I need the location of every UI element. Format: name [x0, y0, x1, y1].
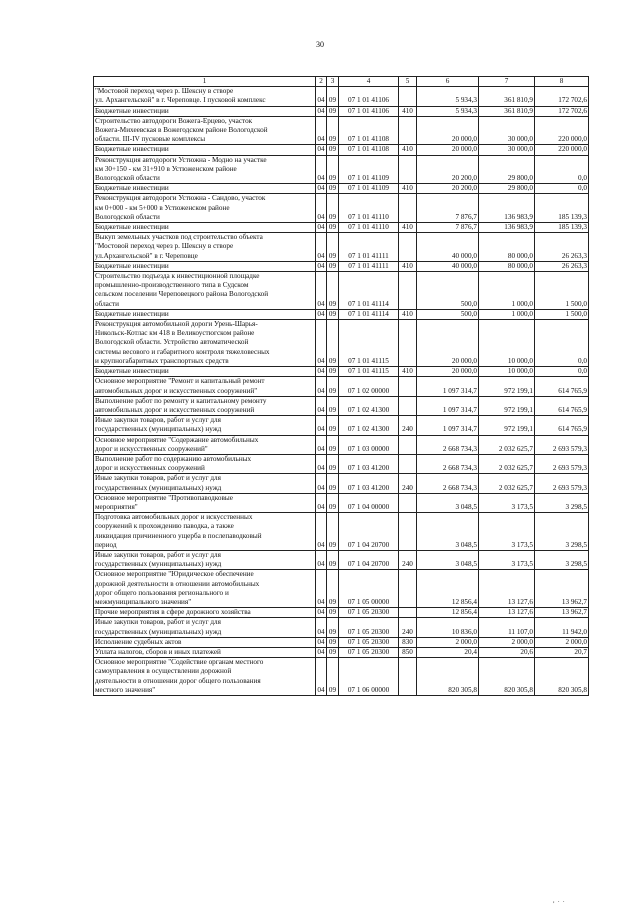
- table-row: [94, 647, 589, 657]
- row-subsection: 09: [327, 618, 339, 637]
- table-row: [94, 513, 589, 551]
- row-subsection: 09: [327, 155, 339, 184]
- row-amount-col7: 361 810,9: [479, 106, 535, 116]
- row-amount-col8: 185 139,3: [535, 223, 589, 233]
- row-expense-type: 410: [399, 106, 417, 116]
- row-section: 04: [316, 570, 327, 608]
- row-target-code: 07 1 05 20300: [339, 608, 399, 618]
- row-amount-col6: 20 200,0: [417, 155, 479, 184]
- row-amount-col6: 10 836,0: [417, 618, 479, 637]
- row-name: Иные закупки товаров, работ и услуг для государственных (муниципальных) нужд: [94, 550, 316, 569]
- row-name: Бюджетные инвестиции: [94, 223, 316, 233]
- row-subsection: 09: [327, 608, 339, 618]
- row-name: Бюджетные инвестиции: [94, 106, 316, 116]
- row-name: Строительство подъезда к инвестиционной площадке промышленно-производственного типа в Судском сельском поселении Череповецкого района Вологодской области: [94, 272, 316, 310]
- row-amount-col6: 40 000,0: [417, 233, 479, 262]
- row-amount-col7: 13 127,6: [479, 570, 535, 608]
- row-name: Основное мероприятие "Противопаводковые мероприятия": [94, 493, 316, 512]
- row-amount-col7: 2 032 625,7: [479, 474, 535, 493]
- row-amount-col6: 1 097 314,7: [417, 416, 479, 435]
- row-section: 04: [317, 647, 325, 656]
- row-subsection: 09: [327, 233, 339, 262]
- table-row: [94, 261, 589, 271]
- row-expense-type: [399, 454, 417, 473]
- row-expense-type: 410: [399, 261, 417, 271]
- row-amount-col6: 1 097 314,7: [417, 396, 479, 415]
- row-name: Исполнение судебных актов: [94, 637, 316, 647]
- row-name: Выкуп земельных участков под строительство объекта "Мостовой переход через р. Шексну в створе ул.Архангельской" в г. Череповце: [94, 233, 316, 262]
- row-amount-col8: 614 765,9: [535, 396, 589, 415]
- row-section: 04: [316, 550, 327, 569]
- page-number: 30: [316, 40, 324, 49]
- row-expense-type: [399, 396, 417, 415]
- row-target-code: 07 1 01 41109: [339, 155, 399, 184]
- row-target-code: 07 1 04 00000: [339, 493, 399, 512]
- row-amount-col6: 20 000,0: [417, 116, 479, 145]
- row-subsection: 09: [327, 454, 339, 473]
- row-amount-col7: 2 000,0: [479, 637, 535, 647]
- row-expense-type: 410: [399, 223, 417, 233]
- row-amount-col6: 20 000,0: [417, 367, 479, 377]
- row-section: 04: [316, 116, 327, 145]
- row-subsection: 09: [327, 272, 339, 310]
- row-subsection: 09: [327, 309, 339, 319]
- row-subsection: 09: [327, 87, 339, 106]
- row-amount-col6: 7 876,7: [417, 194, 479, 223]
- row-name: Бюджетные инвестиции: [94, 309, 316, 319]
- row-expense-type: [399, 377, 417, 396]
- row-subsection: 09: [327, 145, 339, 155]
- row-expense-type: [399, 658, 417, 696]
- table-row: [94, 493, 589, 512]
- row-target-code: 07 1 06 00000: [339, 658, 399, 696]
- row-section: 04: [316, 155, 327, 184]
- row-amount-col8: 2 693 579,3: [535, 435, 589, 454]
- row-target-code: 07 1 01 41109: [339, 184, 399, 194]
- row-amount-col8: 220 000,0: [535, 116, 589, 145]
- row-amount-col8: 2 693 579,3: [535, 454, 589, 473]
- row-expense-type: 830: [399, 637, 417, 647]
- table-row: [94, 474, 589, 493]
- row-expense-type: [399, 87, 417, 106]
- row-name: Основное мероприятие "Юридическое обеспечение дорожной деятельности в отношении автомобильных дорог общего пользования регионального и межмуниципального значения": [94, 570, 316, 608]
- row-amount-col8: 0,0: [535, 320, 589, 367]
- row-name: Бюджетные инвестиции: [94, 184, 316, 194]
- row-expense-type: [399, 570, 417, 608]
- row-amount-col7: 361 810,9: [479, 87, 535, 106]
- row-target-code: 07 1 02 41300: [339, 396, 399, 415]
- row-amount-col8: 0,0: [535, 155, 589, 184]
- row-expense-type: [399, 493, 417, 512]
- row-subsection: 09: [327, 396, 339, 415]
- row-amount-col7: 30 000,0: [479, 116, 535, 145]
- row-target-code: 07 1 01 41111: [339, 261, 399, 271]
- row-subsection: 09: [327, 116, 339, 145]
- row-subsection: 09: [327, 184, 339, 194]
- row-section: 04: [316, 513, 327, 551]
- row-amount-col8: 13 962,7: [535, 608, 589, 618]
- row-amount-col8: 1 500,0: [535, 272, 589, 310]
- row-expense-type: [399, 320, 417, 367]
- row-expense-type: 850: [399, 647, 417, 657]
- row-section: 04: [317, 309, 325, 318]
- header-cell: 4: [339, 77, 399, 87]
- row-section: 04: [317, 106, 325, 115]
- row-section: 04: [317, 637, 325, 646]
- row-target-code: 07 1 03 41200: [339, 474, 399, 493]
- row-expense-type: [399, 272, 417, 310]
- row-amount-col6: 12 856,4: [417, 570, 479, 608]
- row-amount-col7: 11 107,0: [479, 618, 535, 637]
- row-expense-type: 240: [399, 618, 417, 637]
- row-amount-col8: 3 298,5: [535, 513, 589, 551]
- row-subsection: 09: [327, 106, 339, 116]
- row-amount-col7: 13 127,6: [479, 608, 535, 618]
- table-row: [94, 223, 589, 233]
- table-row: [94, 608, 589, 618]
- row-expense-type: [399, 513, 417, 551]
- row-amount-col8: 3 298,5: [535, 493, 589, 512]
- row-target-code: 07 1 01 41106: [339, 87, 399, 106]
- table-body: [94, 87, 589, 696]
- row-subsection: 09: [327, 377, 339, 396]
- table-row: [94, 570, 589, 608]
- row-expense-type: [399, 155, 417, 184]
- row-amount-col7: 29 800,0: [479, 184, 535, 194]
- header-cell: 3: [327, 77, 339, 87]
- row-amount-col6: 2 668 734,3: [417, 474, 479, 493]
- row-subsection: 09: [327, 223, 339, 233]
- row-subsection: 09: [327, 194, 339, 223]
- row-amount-col6: 20 200,0: [417, 184, 479, 194]
- row-amount-col8: 172 702,6: [535, 106, 589, 116]
- row-target-code: 07 1 02 00000: [339, 377, 399, 396]
- row-expense-type: 410: [399, 309, 417, 319]
- row-subsection: 09: [327, 570, 339, 608]
- row-amount-col6: 3 048,5: [417, 493, 479, 512]
- row-amount-col7: 2 032 625,7: [479, 454, 535, 473]
- table-row: [94, 396, 589, 415]
- row-amount-col7: 20,6: [479, 647, 535, 657]
- row-expense-type: 240: [399, 416, 417, 435]
- table-row: [94, 184, 589, 194]
- row-amount-col7: 972 199,1: [479, 396, 535, 415]
- row-expense-type: 410: [399, 145, 417, 155]
- header-cell: 5: [399, 77, 417, 87]
- row-subsection: 09: [327, 493, 339, 512]
- row-amount-col6: 40 000,0: [417, 261, 479, 271]
- header-cell: 7: [479, 77, 535, 87]
- row-subsection: 09: [327, 658, 339, 696]
- row-expense-type: [399, 194, 417, 223]
- row-expense-type: [399, 233, 417, 262]
- row-name: "Мостовой переход через р. Шексну в створе ул. Архангельской" в г. Череповце. I пусковой комплекс: [94, 87, 316, 106]
- row-section: 04: [316, 493, 327, 512]
- row-amount-col8: 3 298,5: [535, 550, 589, 569]
- row-section: 04: [317, 145, 325, 154]
- row-amount-col6: 2 668 734,3: [417, 435, 479, 454]
- table-row: [94, 435, 589, 454]
- row-name: Основное мероприятие "Содержание автомобильных дорог и искусственных сооружений": [94, 435, 316, 454]
- table-row: [94, 145, 589, 155]
- row-amount-col7: 972 199,1: [479, 377, 535, 396]
- row-name: Подготовка автомобильных дорог и искусственных сооружений к прохождению паводка, а также ликвидация причиненного ущерба в послепаводковый период: [94, 513, 316, 551]
- row-name: Бюджетные инвестиции: [94, 367, 316, 377]
- row-amount-col8: 185 139,3: [535, 194, 589, 223]
- row-subsection: 09: [327, 435, 339, 454]
- row-section: 04: [317, 184, 325, 193]
- row-target-code: 07 1 05 00000: [339, 570, 399, 608]
- row-subsection: 09: [327, 367, 339, 377]
- row-amount-col6: 5 934,3: [417, 87, 479, 106]
- row-section: 04: [317, 223, 325, 232]
- table-row: [94, 454, 589, 473]
- row-target-code: 07 1 01 41108: [339, 145, 399, 155]
- table-row: [94, 155, 589, 184]
- table-row: [94, 116, 589, 145]
- row-amount-col7: 80 000,0: [479, 233, 535, 262]
- row-target-code: 07 1 01 41110: [339, 194, 399, 223]
- table-row: [94, 416, 589, 435]
- row-name: Строительство автодороги Вожега-Ерцево, участок Вожега-Михеевская в Вожегодском районе Вологодской области. III-IV пусковые комплексы: [94, 116, 316, 145]
- row-name: Уплата налогов, сборов и иных платежей: [94, 647, 316, 657]
- row-amount-col8: 13 962,7: [535, 570, 589, 608]
- row-section: 04: [316, 87, 327, 106]
- row-subsection: 09: [327, 320, 339, 367]
- row-subsection: 09: [327, 550, 339, 569]
- row-amount-col6: 3 048,5: [417, 513, 479, 551]
- row-expense-type: [399, 435, 417, 454]
- row-subsection: 09: [327, 637, 339, 647]
- row-target-code: 07 1 01 41115: [339, 320, 399, 367]
- row-amount-col7: 1 000,0: [479, 309, 535, 319]
- row-amount-col6: 12 856,4: [417, 608, 479, 618]
- table-row: [94, 618, 589, 637]
- row-amount-col7: 30 000,0: [479, 145, 535, 155]
- row-section: 04: [316, 272, 327, 310]
- row-amount-col6: 3 048,5: [417, 550, 479, 569]
- row-amount-col7: 80 000,0: [479, 261, 535, 271]
- row-amount-col6: 20 000,0: [417, 145, 479, 155]
- row-amount-col8: 0,0: [535, 184, 589, 194]
- row-name: Иные закупки товаров, работ и услуг для государственных (муниципальных) нужд: [94, 618, 316, 637]
- row-amount-col8: 20,7: [535, 647, 589, 657]
- row-name: Основное мероприятие "Содействие органам местного самоуправления в осуществлении дорожной деятельности в отношении дорог общего пользования местного значения": [94, 658, 316, 696]
- row-amount-col8: 26 263,3: [535, 233, 589, 262]
- row-section: 04: [317, 608, 325, 617]
- row-amount-col7: 972 199,1: [479, 416, 535, 435]
- row-amount-col8: 220 000,0: [535, 145, 589, 155]
- row-target-code: 07 1 01 41114: [339, 272, 399, 310]
- row-target-code: 07 1 01 41110: [339, 223, 399, 233]
- row-target-code: 07 1 04 20700: [339, 513, 399, 551]
- budget-table: [93, 76, 589, 696]
- table-row: [94, 377, 589, 396]
- row-amount-col8: 820 305,8: [535, 658, 589, 696]
- row-amount-col7: 3 173,5: [479, 513, 535, 551]
- row-target-code: 07 1 01 41108: [339, 116, 399, 145]
- row-subsection: 09: [327, 261, 339, 271]
- row-name: Иные закупки товаров, работ и услуг для государственных (муниципальных) нужд: [94, 416, 316, 435]
- table-row: [94, 367, 589, 377]
- table-row: [94, 320, 589, 367]
- row-section: 04: [316, 233, 327, 262]
- row-amount-col7: 29 800,0: [479, 155, 535, 184]
- row-amount-col8: 0,0: [535, 367, 589, 377]
- row-name: Реконструкция автодороги Устюжна - Модно на участке км 30+150 - км 31+910 в Устюженском районе Вологодской области: [94, 155, 316, 184]
- table-row: [94, 233, 589, 262]
- row-amount-col7: 3 173,5: [479, 550, 535, 569]
- row-expense-type: 240: [399, 474, 417, 493]
- row-amount-col7: 10 000,0: [479, 367, 535, 377]
- row-target-code: 07 1 01 41111: [339, 233, 399, 262]
- row-amount-col6: 20,4: [417, 647, 479, 657]
- row-amount-col8: 614 765,9: [535, 377, 589, 396]
- row-amount-col8: 2 000,0: [535, 637, 589, 647]
- row-amount-col8: 1 500,0: [535, 309, 589, 319]
- row-amount-col6: 7 876,7: [417, 223, 479, 233]
- row-amount-col8: 614 765,9: [535, 416, 589, 435]
- header-cell: 6: [417, 77, 479, 87]
- row-amount-col8: 2 693 579,3: [535, 474, 589, 493]
- header-cell: 2: [316, 77, 327, 87]
- table-row: [94, 637, 589, 647]
- row-expense-type: 410: [399, 367, 417, 377]
- table-row: [94, 658, 589, 696]
- row-amount-col6: 1 097 314,7: [417, 377, 479, 396]
- row-section: 04: [316, 377, 327, 396]
- row-target-code: 07 1 01 41115: [339, 367, 399, 377]
- table-row: [94, 106, 589, 116]
- row-section: 04: [316, 474, 327, 493]
- row-amount-col8: 11 942,0: [535, 618, 589, 637]
- row-section: 04: [316, 435, 327, 454]
- footer-mark: , . .: [553, 898, 566, 904]
- row-expense-type: 240: [399, 550, 417, 569]
- row-amount-col6: 820 305,8: [417, 658, 479, 696]
- row-name: Бюджетные инвестиции: [94, 145, 316, 155]
- row-name: Реконструкция автодороги Устюжна - Сандово, участок км 0+000 - км 5+000 в Устюженском районе Вологодской области: [94, 194, 316, 223]
- row-target-code: 07 1 01 41114: [339, 309, 399, 319]
- row-section: 04: [316, 416, 327, 435]
- row-amount-col8: 172 702,6: [535, 87, 589, 106]
- row-target-code: 07 1 05 20300: [339, 647, 399, 657]
- row-amount-col7: 136 983,9: [479, 223, 535, 233]
- row-name: Выполнение работ по содержанию автомобильных дорог и искусственных сооружений: [94, 454, 316, 473]
- header-cell: 8: [535, 77, 589, 87]
- table-row: [94, 87, 589, 106]
- row-target-code: 07 1 03 41200: [339, 454, 399, 473]
- row-amount-col7: 2 032 625,7: [479, 435, 535, 454]
- table-row: [94, 194, 589, 223]
- row-target-code: 07 1 04 20700: [339, 550, 399, 569]
- row-amount-col6: 20 000,0: [417, 320, 479, 367]
- row-amount-col6: 2 000,0: [417, 637, 479, 647]
- row-section: 04: [316, 320, 327, 367]
- row-amount-col7: 1 000,0: [479, 272, 535, 310]
- row-name: Основное мероприятие "Ремонт и капитальный ремонт автомобильных дорог и искусственных сооружений": [94, 377, 316, 396]
- row-amount-col7: 3 173,5: [479, 493, 535, 512]
- row-name: Выполнение работ по ремонту и капитальному ремонту автомобильных дорог и искусственных сооружений: [94, 396, 316, 415]
- row-section: 04: [317, 261, 325, 270]
- table-header-row: [94, 77, 589, 87]
- row-name: Прочие мероприятия в сфере дорожного хозяйства: [94, 608, 316, 618]
- row-target-code: 07 1 03 00000: [339, 435, 399, 454]
- row-amount-col6: 2 668 734,3: [417, 454, 479, 473]
- row-target-code: 07 1 05 20300: [339, 618, 399, 637]
- row-section: 04: [316, 618, 327, 637]
- row-amount-col6: 5 934,3: [417, 106, 479, 116]
- row-target-code: 07 1 01 41106: [339, 106, 399, 116]
- row-amount-col7: 136 983,9: [479, 194, 535, 223]
- row-amount-col7: 10 000,0: [479, 320, 535, 367]
- row-section: 04: [316, 396, 327, 415]
- row-section: 04: [317, 367, 325, 376]
- row-amount-col6: 500,0: [417, 309, 479, 319]
- row-section: 04: [316, 454, 327, 473]
- header-cell: 1: [94, 77, 316, 87]
- row-section: 04: [316, 194, 327, 223]
- table-row: [94, 272, 589, 310]
- table-row: [94, 309, 589, 319]
- row-amount-col8: 26 263,3: [535, 261, 589, 271]
- row-amount-col7: 820 305,8: [479, 658, 535, 696]
- row-subsection: 09: [327, 416, 339, 435]
- row-expense-type: [399, 116, 417, 145]
- row-subsection: 09: [327, 474, 339, 493]
- row-subsection: 09: [327, 647, 339, 657]
- row-subsection: 09: [327, 513, 339, 551]
- row-section: 04: [316, 658, 327, 696]
- row-name: Бюджетные инвестиции: [94, 261, 316, 271]
- row-target-code: 07 1 05 20300: [339, 637, 399, 647]
- row-amount-col6: 500,0: [417, 272, 479, 310]
- row-name: Реконструкция автомобильной дороги Урень-Шарья- Никольск-Котлас км 418 в Великоустюгском районе Вологодской области. Устройство автоматической системы весового и габаритного контроля тяжеловесных и крупногабаритных транспортных средств: [94, 320, 316, 367]
- table-row: [94, 550, 589, 569]
- row-target-code: 07 1 02 41300: [339, 416, 399, 435]
- row-expense-type: [399, 608, 417, 618]
- row-name: Иные закупки товаров, работ и услуг для государственных (муниципальных) нужд: [94, 474, 316, 493]
- row-expense-type: 410: [399, 184, 417, 194]
